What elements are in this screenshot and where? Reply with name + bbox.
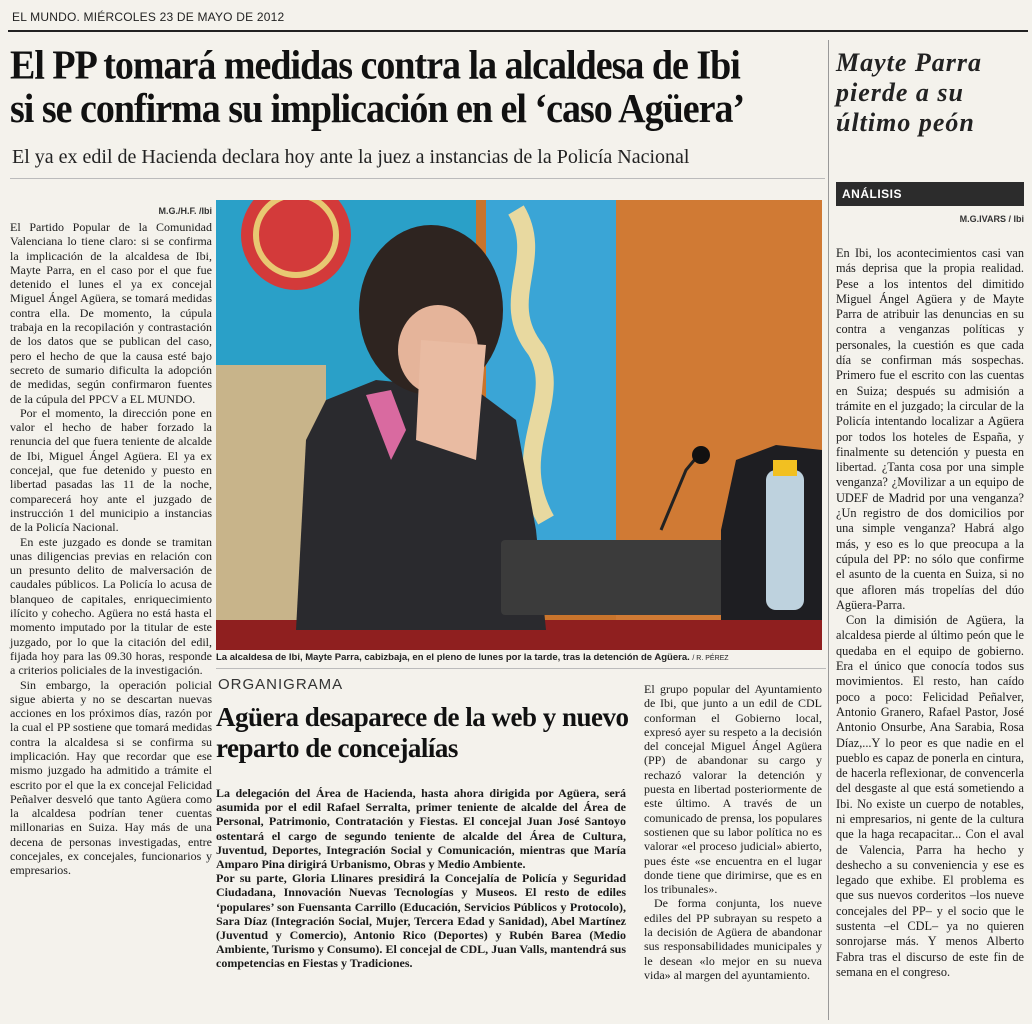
main-paragraph: En este juzgado es donde se tramitan unas diligencias previas en relación con un presunto delito de malversación de caudales públicos. La Policía lo acusa de blanqueo de capitales, enriquecimiento ilícito y cohecho. Agüera no está hasta el momento imputado por la titular de este juzgado, por lo que la citación del edil, fijada hoy para las 09.30 horas, responde a criterios policiales de la investigación.: [10, 534, 212, 678]
photo-illustration: [216, 200, 822, 650]
sidebar-column: [836, 246, 1024, 980]
photo-credit: / R. PÉREZ: [692, 655, 729, 662]
organigrama-label: ORGANIGRAMA: [218, 676, 344, 693]
headline: [10, 44, 830, 130]
sidebar-divider: [828, 40, 829, 1020]
photo-caption: [216, 652, 826, 663]
sidebar-paragraph: Con la dimisión de Agüera, la alcaldesa pierde al último peón que le quedaba en el equipo de gobierno. Era el único que conocía todos sus movimientos. El resto, han caído poco a poco: Felicidad Peñalver, Antonio Granero, Rafael Pastor, José Antonio Onsurbe, Ana Sarabia, Rosa Díaz,...Y lo peor es que nadie en el pueblo es capaz de ponerla en cintura, de hacerla reflexionar, de convencerla del desgaste al que está sometiendo a Ibi. No existe un cuerpo de notables, ni empresarios, ni gente de la cultura que la haga recapacitar... Con el aval de Valencia, Parra ha hecho y deshecho a su conveniencia y ese es legado que exhibe. El problema es que sus nuevos corderitos –los nueve concejales del PP– y el socio que le sustenta –el CDL– ya no quieren sonrojarse más. Y menos Alberto Fabra tras el discurso de este fin de semana en el congreso.: [836, 613, 1024, 979]
main-paragraph: El Partido Popular de la Comunidad Valenciana lo tiene claro: si se confirma la implicación de la alcaldesa de Ibi, Mayte Parra, en el caso por el que fue detenido el lunes el ya ex concejal Miguel Ángel Agüera, se tomará medidas contra ella. De momento, la cúpula trabaja en la recopilación y contrastación de los datos que se publican del caso, pero el hecho de que la causa esté bajo secreto de sumario dificulta la adopción de medidas, según confirmaron fuentes de la cúpula del PPCV a EL MUNDO.: [10, 220, 212, 406]
organigrama-headline: Agüera desaparece de la web y nuevo reparto de concejalías: [216, 702, 629, 763]
center-column: [644, 682, 822, 982]
top-rule: [8, 30, 1028, 32]
center-paragraph: El grupo popular del Ayuntamiento de Ibi, que junto a un edil de CDL conforman el Gobierno local, expresó ayer su respeto a la decisión del concejal Miguel Ángel Agüera (PP) de abandonar su cargo y rechazó valorar la detención y puesta en libertad posteriormente de este último. A través de un comunicado de prensa, los populares sostienen que su labor política no es valorar «el proceso judicial» abierto, pues éste «se encuentra en el lugar donde tiene que dirimirse, que es en los tribunales».: [644, 682, 822, 897]
organigrama-paragraph: Por su parte, Gloria Llinares presidirá la Concejalía de Policía y Seguridad Ciudadana, Innovación Nuevas Tecnologías y Museos. El resto de ediles ‘populares’ son Fuensanta Carrillo (Educación, Servicios Públicos y Protocolo), Sara Díaz (Integración Social, Mujer, Tercera Edad y Sanidad), Abel Martínez (Juventud y Comercio), Antonio Rico (Deportes) y Rubén Barea (Medio Ambiente, Turismo y Consumo). El concejal de CDL, Juan Valls, mantendrá sus competencias en Fiestas y Tradiciones.: [216, 871, 626, 971]
main-column: [10, 220, 212, 878]
organigrama-paragraph: La delegación del Área de Hacienda, hasta ahora dirigida por Agüera, será asumida por el edil Rafael Serralta, primer teniente de alcalde del Área de Personal, Patrimonio, Contratación y Fiestas. El concejal Juan José Santoyo ostentará el cargo de segundo teniente de alcalde del Área de Cultura, Juventud, Deportes, Integración Social y Comunicación, mientras que María Amparo Pina dirigirá Urbanismo, Obras y Medio Ambiente.: [216, 786, 626, 872]
sidebar-title: Mayte Parra pierde a su último peón: [836, 48, 983, 137]
caption-text: La alcaldesa de Ibi, Mayte Parra, cabizbaja, en el pleno de lunes por la tarde, tras la detención de Agüera.: [216, 652, 690, 663]
organigrama-body: [216, 786, 626, 971]
subhead-rule: [10, 178, 825, 179]
main-paragraph: Sin embargo, la operación policial sigue abierta y no se descartan nuevas acciones en los próximos días, razón por la cual el PP sostiene que tomará medidas contra la alcaldesa si se confirma su implicación. Hay que recordar que ese mismo juzgado ha admitido a trámite el escrito por el que la ex concejal Felicidad Peñalver desveló que tanto Agüera como la alcaldesa podrían tener cuentas millonarias en Suiza. Hay más de una decena de personas investigadas, entre concejales, ex concejales, funcionarios y empresarios.: [10, 677, 212, 878]
news-photo: [216, 200, 822, 650]
headline-line-1: El PP tomará medidas contra la alcaldesa de Ibi: [10, 42, 740, 89]
main-paragraph: Por el momento, la dirección pone en valor el hecho de haber forzado la renuncia del que fuera teniente de alcalde de Ibi, Miguel Ángel Agüera. El ya ex concejal, que fue detenido y puesto en libertad pasadas las 11 de la noche, comparecerá hoy ante el juzgado de instrucción 1 del municipio a instancias de la Policía Nacional.: [10, 405, 212, 535]
main-byline: M.G./H.F. /Ibi: [158, 206, 212, 216]
analisis-section-bar: ANÁLISIS: [836, 182, 1024, 206]
caption-rule: [216, 668, 826, 669]
center-paragraph: De forma conjunta, los nueve ediles del PP subrayan su respeto a la decisión de Agüera de abandonar sus responsabilidades municipales y le desean «lo mejor en su nueva vida» al margen del ayuntamiento.: [644, 896, 822, 982]
subhead: El ya ex edil de Hacienda declara hoy ante la juez a instancias de la Policía Nacional: [12, 146, 690, 168]
masthead: EL MUNDO. MIÉRCOLES 23 DE MAYO DE 2012: [12, 10, 285, 24]
headline-line-2: si se confirma su implicación en el ‘caso Agüera’: [10, 86, 745, 132]
sidebar-byline: M.G.IVARS / Ibi: [959, 214, 1024, 224]
sidebar-paragraph: En Ibi, los acontecimientos casi van más deprisa que la propia realidad. Pese a los intentos del dimitido Miguel Ángel Agüera y de Mayte Parra de atribuir las denuncias en su contra a venganzas políticas y personales, la cuestión es que cada día se confirman más sospechas. Primero fue el escrito con las cuentas en Suiza; después su admisión a trámite en el juzgado; la circular de la Policía intentando localizar a Agüera por todos los hoteles de España, y finalmente su detención y puesta en libertad. ¿Tanta cosa por una simple venganza? ¿Movilizar a un equipo de UDEF de Madrid por una venganza? ¿Un registro de dos domicilios por una simple venganza? Habrá algo más, y eso es lo que preocupa a la cúpula del PP: no sólo que confirme el asunto de la cuenta en Suiza, si no que afloren más tropelías del dúo Agüera-Parra.: [836, 246, 1024, 612]
